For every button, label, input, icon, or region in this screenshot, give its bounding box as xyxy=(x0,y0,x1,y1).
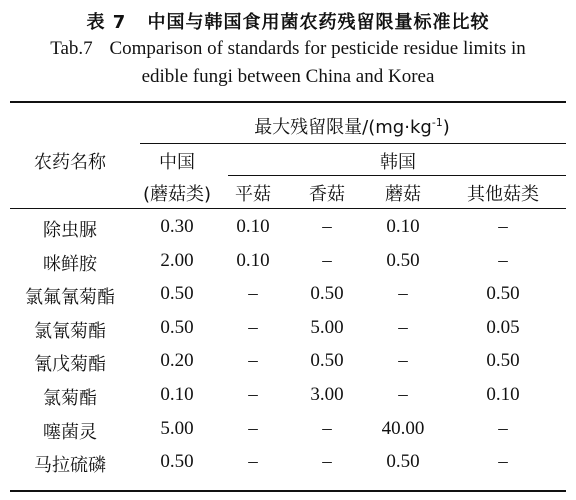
header-rule xyxy=(10,208,566,209)
limit-value-cell: 0.50 xyxy=(310,283,344,305)
limit-value-cell: – xyxy=(498,249,508,271)
limit-value-cell: 0.50 xyxy=(160,316,194,338)
limit-value-cell: – xyxy=(248,350,258,372)
korea-col-shiitake: 香菇 xyxy=(309,184,345,205)
pesticide-name-cell: 氰戊菊酯 xyxy=(34,354,106,376)
china-header: 中国 xyxy=(159,152,195,173)
limit-value-cell: – xyxy=(248,283,258,305)
limit-value-cell: 2.00 xyxy=(160,249,194,271)
china-subheader: (蘑菇类) xyxy=(142,184,212,205)
pesticide-name-cell: 咪鲜胺 xyxy=(43,253,97,275)
pesticide-name-cell: 氯氟氰菊酯 xyxy=(25,287,115,309)
limit-value-cell: – xyxy=(322,451,332,473)
table-title-en-part1: Comparison of standards for pesticide residue limits in xyxy=(109,38,526,59)
limit-value-cell: – xyxy=(322,216,332,237)
limit-value-cell: – xyxy=(398,316,408,338)
table-caption-cn xyxy=(0,8,576,34)
limit-value-cell: 5.00 xyxy=(310,316,344,338)
limit-value-cell: 0.50 xyxy=(310,350,344,372)
max-residue-close: ) xyxy=(442,117,450,138)
limit-value-cell: 5.00 xyxy=(160,417,194,439)
korea-col-oyster: 平菇 xyxy=(235,184,271,205)
limit-value-cell: 0.50 xyxy=(486,350,520,372)
limit-value-cell: 0.20 xyxy=(160,350,194,372)
limit-value-cell: – xyxy=(248,417,258,439)
limit-value-cell: 3.00 xyxy=(310,384,344,405)
korea-underline xyxy=(228,175,566,176)
limit-value-cell: – xyxy=(322,417,332,439)
limit-value-cell: – xyxy=(248,316,258,338)
pesticide-name-cell: 氯菊酯 xyxy=(43,388,97,409)
table-number-en: Tab.7 xyxy=(50,38,93,59)
table-caption-en-line1 xyxy=(0,38,576,60)
korea-col-other: 其他菇类 xyxy=(467,184,539,205)
limit-value-cell: 0.50 xyxy=(386,451,420,473)
limit-value-cell: – xyxy=(498,216,508,237)
limit-value-cell: 0.50 xyxy=(160,451,194,473)
limit-value-cell: 40.00 xyxy=(381,417,425,439)
pesticide-name-cell: 噻菌灵 xyxy=(43,421,97,443)
limit-value-cell: 0.10 xyxy=(236,216,270,237)
limit-value-cell: – xyxy=(322,249,332,271)
limit-value-cell: 0.50 xyxy=(386,249,420,271)
table-number-cn: 表 7 xyxy=(86,12,127,33)
limit-value-cell: – xyxy=(498,417,508,439)
pesticide-name-cell: 除虫脲 xyxy=(43,220,97,241)
limit-value-cell: – xyxy=(398,350,408,372)
limit-value-cell: 0.50 xyxy=(160,283,194,305)
pesticide-name-header: 农药名称 xyxy=(34,152,106,173)
limit-value-cell: – xyxy=(498,451,508,473)
pesticide-name-cell: 马拉硫磷 xyxy=(34,455,106,477)
limit-value-cell: 0.10 xyxy=(236,249,270,271)
limit-value-cell: – xyxy=(398,283,408,305)
limit-value-cell: – xyxy=(398,384,408,405)
limit-value-cell: 0.50 xyxy=(486,283,520,305)
top-rule xyxy=(10,101,566,103)
max-residue-header xyxy=(254,113,450,139)
limit-value-cell: 0.10 xyxy=(386,216,420,237)
limit-value-cell: 0.05 xyxy=(486,316,520,338)
unit-exponent: -1 xyxy=(431,116,443,129)
limit-value-cell: – xyxy=(248,384,258,405)
table-title-cn: 中国与韩国食用菌农药残留限量标准比较 xyxy=(147,12,490,33)
max-residue-label: 最大残留限量/(mg·kg xyxy=(254,117,432,138)
limit-value-cell: 0.10 xyxy=(160,384,194,405)
max-residue-underline xyxy=(140,143,566,144)
bottom-rule xyxy=(10,490,566,492)
table-title-en-part2: edible fungi between China and Korea xyxy=(141,66,435,87)
pesticide-name-cell: 氯氰菊酯 xyxy=(34,320,106,342)
limit-value-cell: 0.30 xyxy=(160,216,194,237)
korea-col-mushroom: 蘑菇 xyxy=(385,184,421,205)
limit-value-cell: – xyxy=(248,451,258,473)
limit-value-cell: 0.10 xyxy=(486,384,520,405)
korea-header: 韩国 xyxy=(380,152,416,173)
